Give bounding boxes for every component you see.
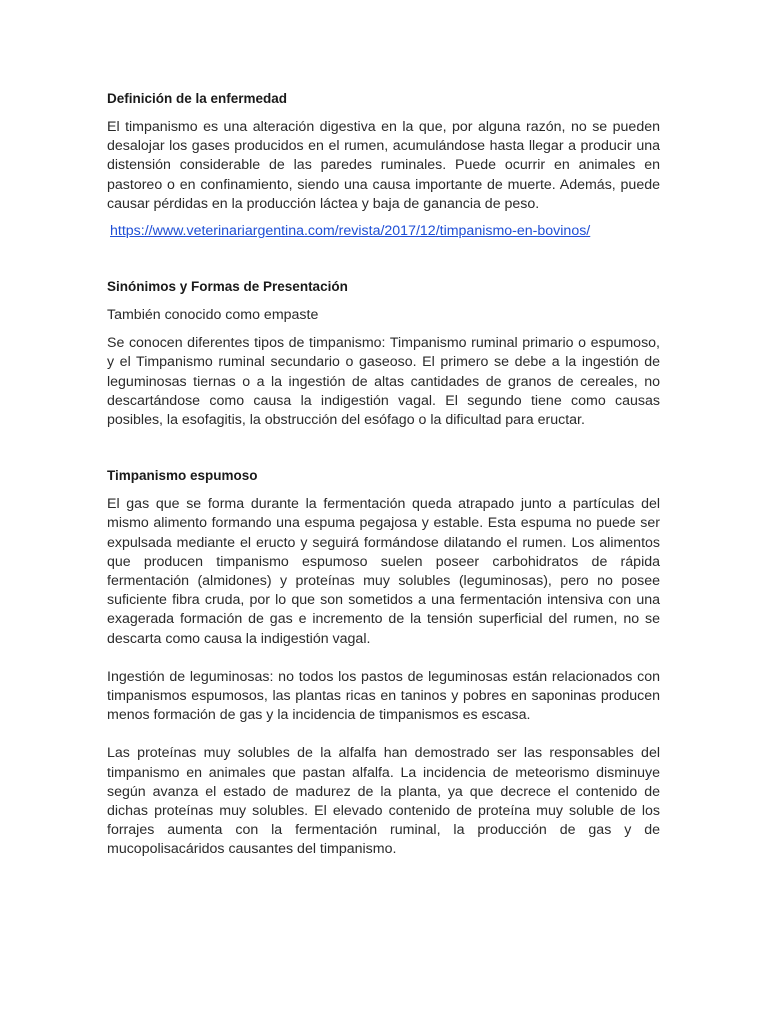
section-heading-definicion: Definición de la enfermedad	[107, 91, 288, 106]
paragraph-leguminosas: Ingestión de leguminosas: no todos los pastos de leguminosas están relacionados con timpanismos espumosos, las plantas ricas en taninos y pobres en saponinas producen menos formación de gas y la incidencia de timpanismos es escasa.	[107, 668, 660, 724]
source-link[interactable]: https://www.veterinariargentina.com/revista/2017/12/timpanismo-en-bovinos/	[110, 223, 591, 240]
paragraph-definicion: El timpanismo es una alteración digestiva en la que, por alguna razón, no se pueden desalojar los gases producidos en el rumen, acumulándose hasta llegar a producir una distensión considerable de las paredes ruminales. Puede ocurrir en animales en pastoreo o en confinamiento, siendo una causa importante de muerte. Además, puede causar pérdidas en la producción láctea y baja de ganancia de peso.	[107, 119, 660, 212]
section-heading-sinonimos: Sinónimos y Formas de Presentación	[107, 279, 348, 295]
document-page	[107, 90, 660, 860]
paragraph-gas-espuma: El gas que se forma durante la fermentación queda atrapado junto a partículas del mismo alimento formando una espuma pegajosa y estable. Esta espuma no puede ser expulsada mediante el eructo y seguirá formándose dilatando el rumen. Los alimentos que producen timpanismo espumoso suelen poseer carbohidratos de rápida fermentación (almidones) y proteínas muy solubles (leguminosas), pero no posee suficiente fibra cruda, por lo que son sometidos a una fermentación intensiva con una exagerada formación de gas e incremento de la tensión superficial del rumen, no se descarta como causa la indigestión vagal.	[107, 496, 660, 647]
section-heading-espumoso: Timpanismo espumoso	[107, 468, 258, 484]
paragraph-alfalfa: Las proteínas muy solubles de la alfalfa han demostrado ser las responsables del timpanismo en animales que pastan alfalfa. La incidencia de meteorismo disminuye según avanza el estado de madurez de la planta, ya que decrece el contenido de dichas proteínas muy solubles. El elevado contenido de proteína muy soluble de los forrajes aumenta con la fermentación ruminal, la producción de gas y de mucopolisacáridos causantes del timpanismo.	[107, 745, 660, 858]
paragraph-empaste: También conocido como empaste	[107, 307, 319, 324]
paragraph-tipos: Se conocen diferentes tipos de timpanismo: Timpanismo ruminal primario o espumoso, y el Timpanismo ruminal secundario o gaseoso. El primero se debe a la ingestión de leguminosas tiernas o a la ingestión de altas cantidades de granos de cereales, no descartándose como causa la indigestión vagal. El segundo tiene como causas posibles, la esofagitis, la obstrucción del esófago o la dificultad para eructar.	[107, 335, 660, 429]
